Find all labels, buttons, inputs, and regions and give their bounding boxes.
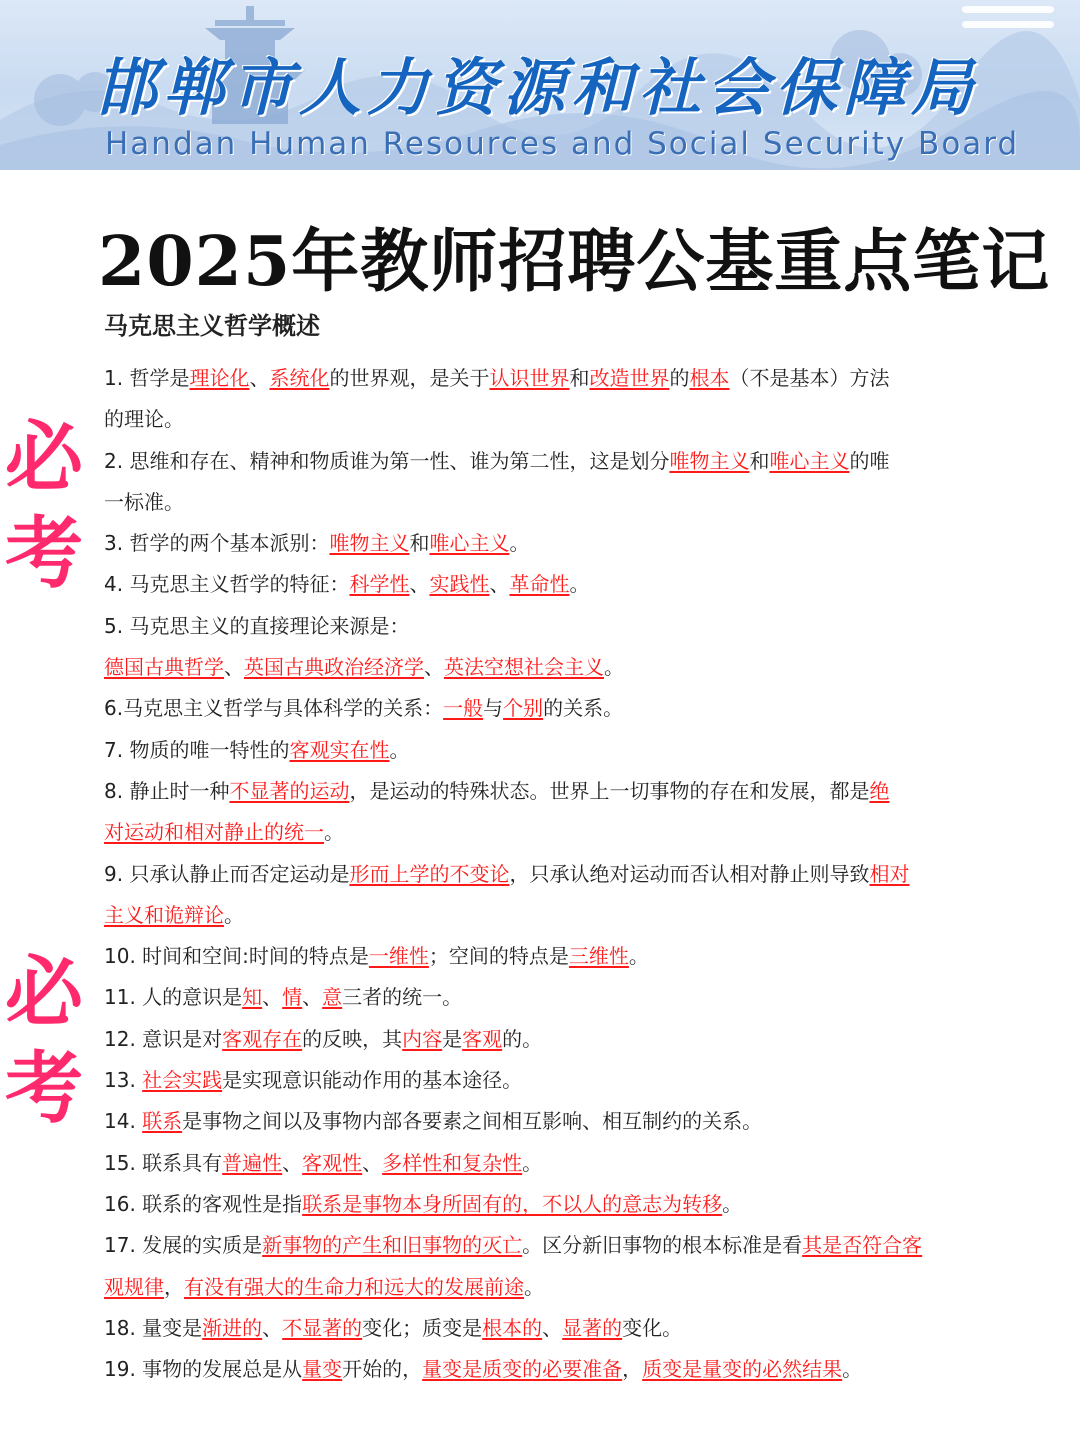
key-term: 一般: [443, 696, 484, 721]
note-text: 19. 事物的发展总是从: [104, 1357, 303, 1382]
note-text: 18. 量变是: [104, 1315, 203, 1340]
note-text: 的世界观，是关于: [329, 366, 490, 390]
key-term: 对运动和相对静止的统一: [104, 820, 324, 845]
note-line: [104, 399, 964, 440]
note-text: 。: [224, 902, 244, 927]
note-line: [104, 771, 964, 812]
note-text: 的。: [502, 1026, 543, 1051]
note-text: 的理论。: [104, 407, 184, 432]
note-line: [104, 895, 964, 936]
note-text: 3. 哲学的两个基本派别：: [104, 531, 330, 556]
note-line: [104, 1308, 964, 1349]
note-text: 7. 物质的唯一特性的: [104, 737, 290, 762]
note-line: [104, 564, 964, 605]
note-text: 。: [524, 1274, 544, 1299]
note-text: 。: [389, 737, 410, 762]
note-line: [104, 523, 964, 564]
key-term: 不显著的运动: [229, 778, 350, 803]
key-term: 英法空想社会主义: [444, 655, 604, 680]
note-text: ，只承认绝对运动而否认相对静止则导致: [509, 861, 870, 886]
note-text: 的: [669, 366, 690, 390]
key-term: 渐进的: [202, 1315, 263, 1340]
key-term: 革命性: [509, 572, 570, 597]
key-term: 唯心主义: [769, 448, 850, 473]
key-term: 实践性: [429, 572, 490, 597]
note-text: ，: [622, 1357, 643, 1382]
key-term: 客观性: [302, 1150, 363, 1175]
note-line: [104, 1267, 964, 1308]
note-text: 是: [442, 1026, 463, 1051]
note-line: [104, 812, 964, 853]
note-text: ，是运动的特殊状态。世界上一切事物的存在和发展，都是: [349, 778, 870, 803]
key-term: 联系: [142, 1109, 183, 1134]
note-line: [104, 482, 964, 523]
key-term: 三维性: [568, 944, 629, 969]
note-text: 、: [224, 655, 244, 680]
must-test-mark: 必考: [4, 947, 83, 1134]
key-term: 量变是质变的必要准备: [422, 1357, 623, 1382]
key-term: 情: [282, 985, 303, 1010]
key-term: 客观实在性: [289, 737, 390, 762]
note-text: 17. 发展的实质是: [104, 1233, 263, 1258]
note-text: 14.: [104, 1109, 143, 1134]
note-text: 和: [409, 531, 430, 556]
key-term: 质变是量变的必然结果: [642, 1357, 843, 1382]
page-title: 2025年教师招聘公基重点笔记: [98, 222, 1051, 302]
note-text: 12. 意识是对: [104, 1026, 223, 1051]
key-term: 主义和诡辩论: [104, 902, 224, 927]
key-term: 普遍性: [222, 1150, 283, 1175]
key-term: 意: [322, 985, 343, 1010]
note-text: 一标准。: [104, 489, 184, 514]
note-line: [104, 854, 964, 895]
note-text: 开始的，: [342, 1357, 423, 1382]
note-line: [104, 730, 964, 771]
note-text: 。: [522, 1150, 543, 1175]
notes-list: [104, 358, 964, 1390]
note-text: 的反映，其: [302, 1026, 403, 1051]
note-text: 。区分新旧事物的根本标准是看: [522, 1233, 803, 1258]
key-term: 客观存在: [222, 1026, 303, 1051]
key-term: 形而上学的不变论: [349, 861, 510, 886]
note-text: 、: [302, 985, 323, 1010]
note-text: 、: [282, 1150, 303, 1175]
note-text: 是事物之间以及事物内部各要素之间相互影响、相互制约的关系。: [182, 1109, 763, 1134]
note-text: ；空间的特点是: [428, 944, 569, 969]
key-term: 观规律: [104, 1274, 164, 1299]
key-term: 有没有强大的生命力和远大的发展前途: [184, 1274, 524, 1299]
note-text: 2. 思维和存在、精神和物质谁为第一性、谁为第二性，这是划分: [104, 448, 670, 473]
note-text: 。: [569, 572, 590, 597]
note-text: 、: [424, 655, 444, 680]
agency-name-chinese: 邯郸市人力资源和社会保障局: [95, 51, 980, 124]
note-line: [104, 1060, 964, 1101]
note-text: 、: [362, 1150, 383, 1175]
note-text: 。: [628, 944, 649, 969]
note-text: 、: [249, 366, 270, 390]
note-text: 和: [749, 448, 770, 473]
note-line: [104, 358, 964, 399]
note-text: 。: [324, 820, 344, 845]
key-term: 内容: [402, 1026, 443, 1051]
key-term: 认识世界: [489, 366, 570, 390]
note-text: 是实现意识能动作用的基本途径。: [222, 1068, 523, 1093]
key-term: 个别: [503, 696, 544, 721]
note-text: 、: [409, 572, 430, 597]
note-text: 11. 人的意识是: [104, 985, 243, 1010]
note-text: 15. 联系具有: [104, 1150, 223, 1175]
key-term: 新事物的产生和旧事物的灭亡: [262, 1233, 523, 1258]
note-text: 、: [262, 1315, 283, 1340]
note-text: 变化；质变是: [362, 1315, 483, 1340]
key-term: 显著的: [562, 1315, 623, 1340]
note-line: [104, 936, 964, 977]
key-term: 理论化: [189, 366, 250, 390]
key-term: 量变: [302, 1357, 343, 1382]
section-heading: 马克思主义哲学概述: [104, 312, 320, 340]
note-line: [104, 1184, 964, 1225]
header-banner: [0, 0, 1080, 170]
key-term: 系统化: [269, 366, 330, 390]
note-text: 1. 哲学是: [104, 366, 190, 390]
key-term: 英国古典政治经济学: [244, 655, 424, 680]
note-line: [104, 1225, 964, 1266]
note-text: 的关系。: [543, 696, 624, 721]
note-line: [104, 688, 964, 729]
agency-name-english: Handan Human Resources and Social Security Board: [105, 126, 1020, 162]
note-text: 的唯: [849, 448, 890, 473]
note-text: 与: [483, 696, 504, 721]
note-text: 9. 只承认静止而否定运动是: [104, 861, 350, 886]
note-text: 变化。: [622, 1315, 683, 1340]
key-term: 多样性和复杂性: [382, 1150, 523, 1175]
note-line: [104, 977, 964, 1018]
key-term: 根本: [689, 366, 730, 390]
menu-icon[interactable]: [962, 6, 1054, 40]
key-term: 绝: [869, 778, 890, 803]
key-term: 改造世界: [589, 366, 670, 390]
key-term: 社会实践: [142, 1068, 223, 1093]
note-text: 三者的统一。: [342, 985, 463, 1010]
note-text: 、: [542, 1315, 563, 1340]
note-text: 8. 静止时一种: [104, 778, 230, 803]
note-text: 、: [262, 985, 283, 1010]
key-term: 德国古典哲学: [104, 655, 224, 680]
note-line: [104, 1019, 964, 1060]
key-term: 根本的: [482, 1315, 543, 1340]
key-term: 客观: [462, 1026, 503, 1051]
note-line: [104, 606, 964, 647]
note-text: 6.马克思主义哲学与具体科学的关系：: [104, 696, 444, 721]
key-term: 知: [242, 985, 263, 1010]
note-text: ，: [164, 1274, 184, 1299]
key-term: 唯物主义: [669, 448, 750, 473]
note-line: [104, 1349, 964, 1390]
note-line: [104, 1101, 964, 1142]
key-term: 唯物主义: [329, 531, 410, 556]
note-text: （不是基本）方法: [729, 366, 890, 390]
key-term: 唯心主义: [429, 531, 510, 556]
note-text: 4. 马克思主义哲学的特征：: [104, 572, 350, 597]
note-text: 13.: [104, 1068, 143, 1093]
note-text: 。: [842, 1357, 863, 1382]
key-term: 一维性: [368, 944, 429, 969]
note-text: 。: [722, 1191, 743, 1216]
note-line: [104, 441, 964, 482]
note-text: 5. 马克思主义的直接理论来源是：: [104, 613, 410, 638]
note-text: 、: [489, 572, 510, 597]
key-term: 联系是事物本身所固有的，不以人的意志为转移: [302, 1191, 723, 1216]
key-term: 科学性: [349, 572, 410, 597]
note-text: 和: [569, 366, 590, 390]
note-text: 。: [604, 655, 624, 680]
note-line: [104, 1143, 964, 1184]
note-text: 16. 联系的客观性是指: [104, 1191, 303, 1216]
must-test-mark: 必考: [4, 412, 83, 599]
key-term: 相对: [869, 861, 910, 886]
note-text: 。: [509, 531, 530, 556]
key-term: 其是否符合客: [802, 1233, 923, 1258]
note-text: 10. 时间和空间:时间的特点是: [104, 944, 369, 969]
key-term: 不显著的: [282, 1315, 363, 1340]
note-line: [104, 647, 964, 688]
